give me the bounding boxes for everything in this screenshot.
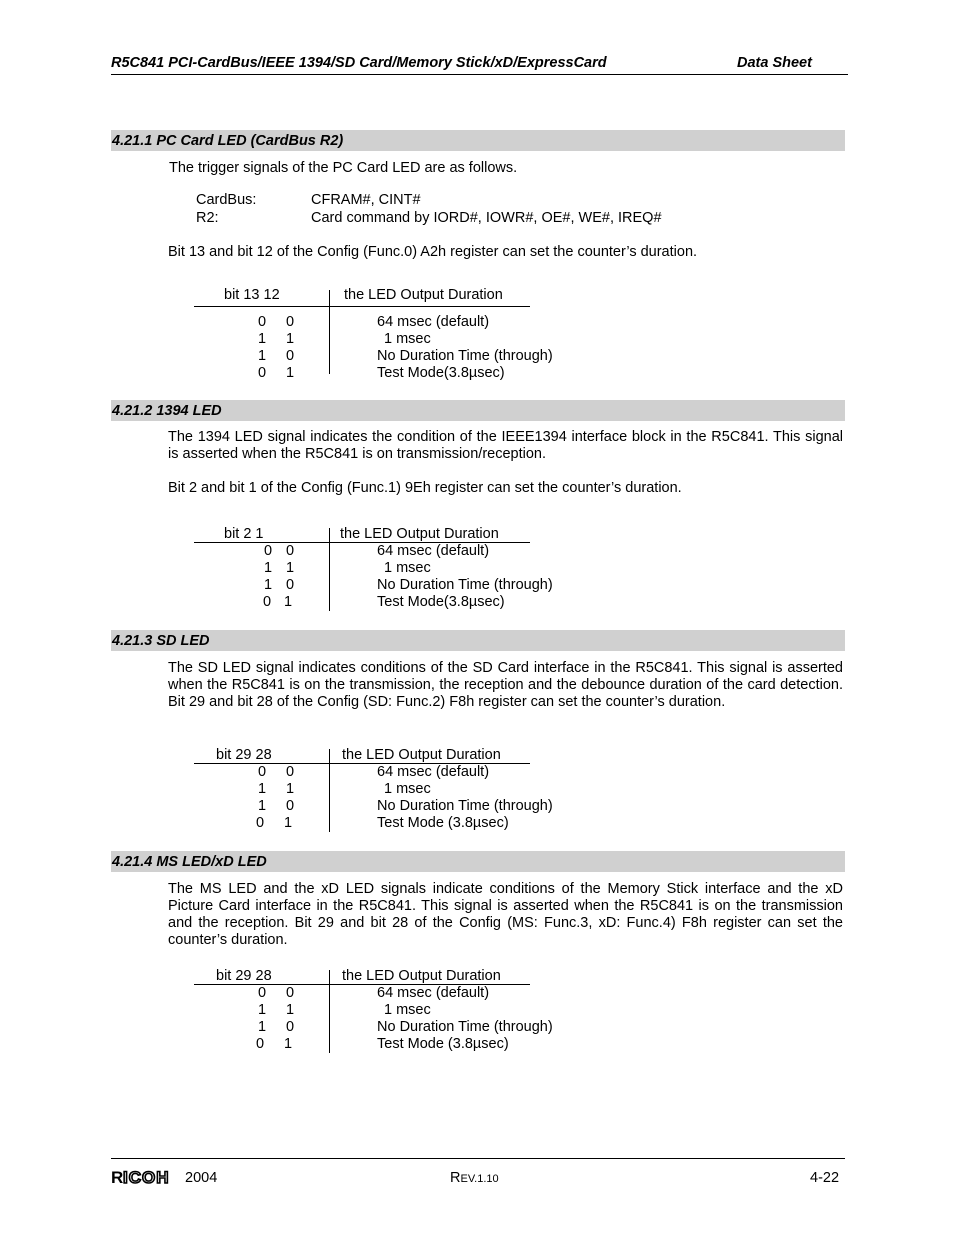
svg-text:ICOH: ICOH (123, 1168, 170, 1186)
led-duration-table (194, 526, 553, 612)
table-cell: 0 (286, 348, 295, 364)
table-cell: 1 (286, 781, 295, 797)
table-cell: 1 (258, 348, 267, 364)
ricoh-logo (111, 1168, 171, 1186)
section-paragraph: The MS LED and the xD LED signals indicate conditions of the Memory Stick interface and the xD Picture Card interface in the R5C841. This signal is asserted when the R5C841 is on the transmission and the reception. Bit 29 and bit 28 of the Config (MS: Func.3, xD: Func.4) F8h register can set the counter’s duration. (168, 881, 843, 948)
table-col-bits-header: bit 29 28 (216, 968, 272, 984)
table-cell: 0 (264, 543, 273, 559)
table-cell: 0 (286, 577, 295, 593)
table-cell: No Duration Time (through) (377, 798, 553, 814)
table-cell: 0 (263, 594, 272, 610)
section-intro: The trigger signals of the PC Card LED are as follows. (169, 160, 518, 176)
table-cell: 64 msec (default) (377, 543, 490, 559)
table-cell: 1 (284, 815, 293, 831)
table-cell: No Duration Time (through) (377, 577, 553, 593)
document-title: R5C841 PCI-CardBus/IEEE 1394/SD Card/Memory Stick/xD/ExpressCard (111, 55, 607, 71)
led-duration-table (194, 287, 553, 381)
table-cell: 1 (286, 331, 295, 347)
section-heading: 4.21.1 PC Card LED (CardBus R2) (112, 133, 344, 149)
table-cell: 1 msec (384, 1002, 431, 1018)
table-col-bits-header: bit 29 28 (216, 747, 272, 763)
table-cell: 1 (258, 1002, 267, 1018)
table-cell: 1 (258, 331, 267, 347)
footer-revision (450, 1170, 499, 1186)
table-cell: 0 (286, 314, 295, 330)
table-cell: 1 (286, 365, 295, 381)
table-col-duration-header: the LED Output Duration (342, 747, 501, 763)
table-cell: Test Mode(3.8µsec) (377, 365, 505, 381)
section-heading-bar (111, 630, 845, 651)
page-number: 4-22 (810, 1170, 840, 1186)
section-heading: 4.21.3 SD LED (112, 633, 210, 649)
table-cell: Test Mode (3.8µsec) (377, 815, 509, 831)
svg-text:R: R (111, 1168, 124, 1186)
header-rule (111, 74, 848, 75)
table-cell: 0 (286, 798, 295, 814)
table-cell: 0 (256, 1036, 265, 1052)
section-heading: 4.21.2 1394 LED (112, 403, 222, 419)
footer-rule (111, 1158, 845, 1159)
table-cell: Test Mode(3.8µsec) (377, 594, 505, 610)
section-paragraph: The SD LED signal indicates conditions of the SD Card interface in the R5C841. This signal is asserted when the R5C841 is on the transmission, the reception and the debounce duration of the card detection. Bit 29 and bit 28 of the Config (SD: Func.2) F8h register can set the counter’s duration. (168, 660, 843, 710)
table-cell: 0 (286, 543, 295, 559)
table-cell: 64 msec (default) (377, 314, 490, 330)
led-duration-table (194, 968, 553, 1054)
table-divider (329, 528, 330, 611)
table-cell: 0 (256, 815, 265, 831)
table-cell: 0 (286, 1019, 295, 1035)
table-cell: 1 msec (384, 781, 431, 797)
table-divider (329, 290, 330, 374)
table-col-bits-header: bit 2 1 (224, 526, 264, 542)
table-cell: 1 (284, 594, 293, 610)
table-cell: 1 (264, 560, 273, 576)
table-cell: 1 (264, 577, 273, 593)
cardbus-value: CFRAM#, CINT# (311, 192, 421, 208)
table-divider (329, 749, 330, 832)
section-heading-bar (111, 400, 845, 421)
table-col-duration-header: the LED Output Duration (342, 968, 501, 984)
register-note: Bit 13 and bit 12 of the Config (Func.0) A2h register can set the counter’s duration. (168, 244, 698, 260)
section-heading-bar (111, 851, 845, 872)
register-note: Bit 2 and bit 1 of the Config (Func.1) 9Eh register can set the counter’s duration. (168, 480, 682, 496)
led-duration-table (194, 747, 553, 833)
table-col-duration-header: the LED Output Duration (344, 287, 503, 303)
footer-year: 2004 (185, 1170, 218, 1186)
table-cell: 0 (258, 985, 267, 1001)
document-type: Data Sheet (737, 55, 812, 71)
table-cell: 1 (284, 1036, 293, 1052)
table-cell: 0 (258, 764, 267, 780)
table-cell: 1 (286, 560, 295, 576)
table-cell: 1 msec (384, 560, 431, 576)
cardbus-label: CardBus: (196, 192, 257, 208)
table-cell: 1 (258, 781, 267, 797)
table-col-duration-header: the LED Output Duration (340, 526, 499, 542)
table-cell: No Duration Time (through) (377, 1019, 553, 1035)
table-header-rule (194, 306, 530, 307)
section-heading-bar (111, 130, 845, 151)
table-cell: Test Mode (3.8µsec) (377, 1036, 509, 1052)
table-cell: 1 msec (384, 331, 431, 347)
r2-label: R2: (196, 210, 219, 226)
r2-value: Card command by IORD#, IOWR#, OE#, WE#, IREQ# (311, 210, 662, 226)
revision-rest: EV.1.10 (460, 1173, 499, 1185)
table-cell: 0 (258, 365, 267, 381)
table-cell: 1 (258, 1019, 267, 1035)
table-cell: 1 (286, 1002, 295, 1018)
table-cell: 64 msec (default) (377, 764, 490, 780)
section-heading: 4.21.4 MS LED/xD LED (112, 854, 267, 870)
table-cell: No Duration Time (through) (377, 348, 553, 364)
table-cell: 64 msec (default) (377, 985, 490, 1001)
table-col-bits-header: bit 13 12 (224, 287, 280, 303)
table-cell: 0 (258, 314, 267, 330)
table-cell: 0 (286, 764, 295, 780)
table-cell: 1 (258, 798, 267, 814)
table-cell: 0 (286, 985, 295, 1001)
table-divider (329, 970, 330, 1053)
revision-prefix: R (450, 1170, 461, 1186)
section-paragraph: The 1394 LED signal indicates the condition of the IEEE1394 interface block in the R5C841. This signal is asserted when the R5C841 is on transmission/reception. (168, 429, 843, 462)
